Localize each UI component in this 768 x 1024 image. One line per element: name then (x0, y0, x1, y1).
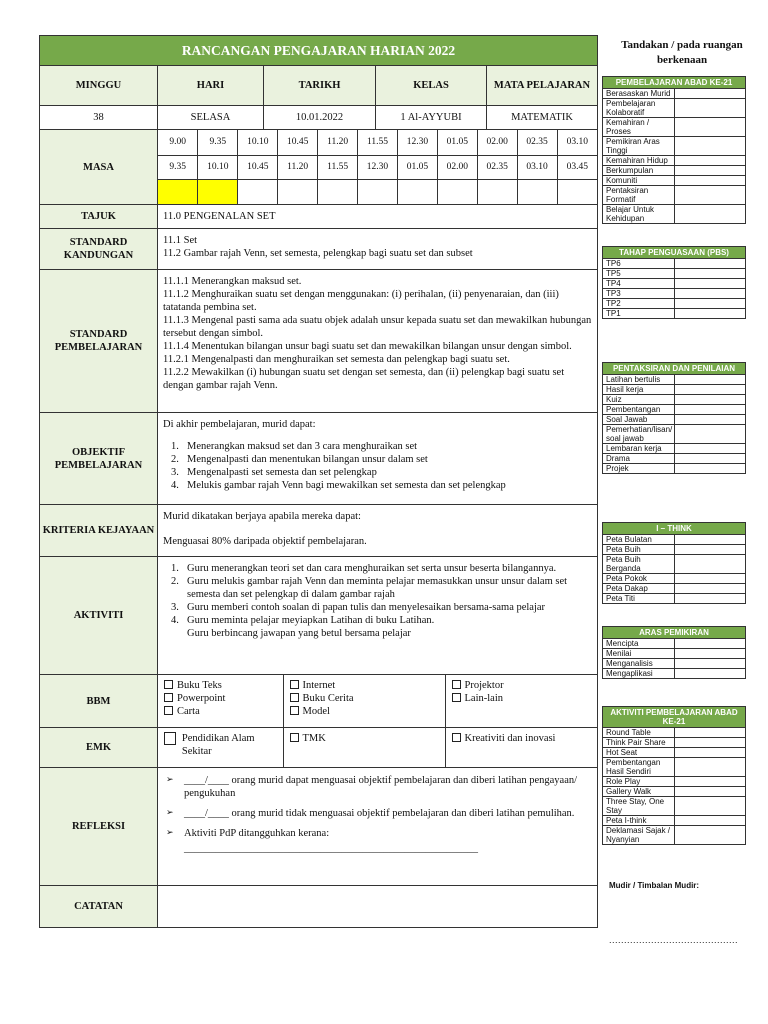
list-item: Guru berbincang jawapan yang betul bersama pelajar (187, 628, 411, 639)
pembelajaran-abad-table (602, 76, 746, 224)
side-instruction: Tandakan / pada ruangan berkenaan (621, 39, 743, 66)
objektif-label: OBJEKTIF PEMBELAJARAN (40, 413, 158, 505)
checkbox-icon[interactable] (452, 680, 461, 689)
checklist-label: Lembaran kerja (603, 444, 675, 454)
checklist-label: Menganalisis (603, 659, 675, 669)
masa-end-time: 9.35 (158, 155, 198, 179)
checklist-tick-box[interactable] (674, 415, 746, 425)
checkbox-buku-cerita[interactable]: Buku Cerita (290, 692, 439, 705)
section-header: TAHAP PENGUASAAN (PBS) (603, 247, 746, 259)
masa-end-time: 03.45 (557, 155, 597, 179)
checklist-label: Round Table (603, 728, 675, 738)
sp-line: 11.2.2 Mewakilkan (i) hubungan suatu set dengan set semesta, dan (ii) pelengkap bagi suatu set dengan gambar rajah Venn. (163, 367, 565, 391)
checkbox-lain-lain[interactable]: Lain-lain (452, 692, 592, 705)
masa-slot-marker[interactable] (278, 179, 318, 204)
checkbox-icon[interactable] (164, 732, 176, 745)
section-header: AKTIVITI PEMBELAJARAN ABAD KE-21 (603, 707, 746, 728)
masa-mark-row (158, 179, 597, 204)
kelas-header: KELAS (376, 66, 487, 106)
checklist-row (603, 385, 746, 395)
checklist-row (603, 639, 746, 649)
checklist-row (603, 535, 746, 545)
checklist-row (603, 118, 746, 137)
checkbox-projektor[interactable]: Projektor (452, 679, 592, 692)
checklist-tick-box[interactable] (674, 186, 746, 205)
emk-grid (158, 728, 597, 767)
checklist-row (603, 444, 746, 454)
checklist-row (603, 574, 746, 584)
kriteria-label: KRITERIA KEJAYAAN (40, 505, 158, 557)
checklist-label: Pembentangan (603, 405, 675, 415)
checklist-row (603, 375, 746, 385)
checkbox-icon[interactable] (452, 693, 461, 702)
checklist-tick-box[interactable] (674, 259, 746, 269)
section-header: PENTAKSIRAN DAN PENILAIAN (603, 363, 746, 375)
checklist-tick-box[interactable] (674, 738, 746, 748)
checklist-tick-box[interactable] (674, 649, 746, 659)
masa-start-time: 01.05 (437, 130, 477, 155)
checklist-tick-box[interactable] (674, 99, 746, 118)
emk-item-kreativiti[interactable]: Kreativiti dan inovasi (445, 728, 597, 767)
checklist-label: Think Pair Share (603, 738, 675, 748)
checklist-row (603, 186, 746, 205)
checklist-label: Peta Buih (603, 545, 675, 555)
arrow-bullet-icon: ➢ (166, 828, 174, 838)
checklist-row (603, 259, 746, 269)
mata-pelajaran-value[interactable]: MATEMATIK (487, 106, 598, 130)
checklist-tick-box[interactable] (674, 826, 746, 845)
bbm-content (158, 675, 598, 728)
arrow-bullet-icon: ➢ (166, 808, 174, 818)
checklist-tick-box[interactable] (674, 89, 746, 99)
hari-value[interactable]: SELASA (158, 106, 264, 130)
arrow-bullet-icon: ➢ (166, 775, 174, 785)
sp-line: 11.1.3 Mengenal pasti sama ada suatu objek adalah unsur kepada suatu set dan mewakilkan hubungan tersebut dengan simbol. (163, 315, 592, 339)
checklist-label: Berasaskan Murid (603, 89, 675, 99)
list-item: 1. Menerangkan maksud set dan 3 cara menghuraikan set (171, 441, 418, 452)
catatan-field[interactable] (158, 886, 598, 928)
checklist-row (603, 748, 746, 758)
checklist-row (603, 728, 746, 738)
emk-label: EMK (40, 728, 158, 768)
mata-pelajaran-header: MATA PELAJARAN (487, 66, 598, 106)
checklist-label: TP3 (603, 289, 675, 299)
masa-start-time: 02.35 (517, 130, 557, 155)
checklist-tick-box[interactable] (674, 594, 746, 604)
kriteria-content[interactable] (158, 505, 598, 557)
checklist-row (603, 649, 746, 659)
checklist-row (603, 555, 746, 574)
checklist-tick-box[interactable] (674, 375, 746, 385)
checklist-row (603, 425, 746, 444)
masa-slot-marker[interactable] (557, 179, 597, 204)
checkbox-icon[interactable] (290, 693, 299, 702)
masa-start-time: 02.00 (477, 130, 517, 155)
aktiviti-label: AKTIVITI (40, 557, 158, 675)
checklist-tick-box[interactable] (674, 535, 746, 545)
objektif-intro: Di akhir pembelajaran, murid dapat: (163, 419, 316, 430)
signature-line[interactable]: ........................................... (609, 935, 739, 945)
checklist-tick-box[interactable] (674, 797, 746, 816)
checklist-tick-box[interactable] (674, 816, 746, 826)
list-item: 4. Melukis gambar rajah Venn bagi mewakilkan set semesta dan set pelengkap (171, 480, 506, 491)
masa-start-time: 03.10 (557, 130, 597, 155)
checklist-label: Peta Titi (603, 594, 675, 604)
checklist-tick-box[interactable] (674, 574, 746, 584)
checklist-row (603, 659, 746, 669)
checklist-label: Latihan bertulis (603, 375, 675, 385)
tarikh-value[interactable]: 10.01.2022 (264, 106, 376, 130)
checklist-tick-box[interactable] (674, 269, 746, 279)
checklist-tick-box[interactable] (674, 758, 746, 777)
sp-line: 11.1.1 Menerangkan maksud set. (163, 276, 302, 287)
catatan-label: CATATAN (40, 886, 158, 928)
checklist-tick-box[interactable] (674, 659, 746, 669)
checklist-label: Pembelajaran Kolaboratif (603, 99, 675, 118)
checklist-label: Peta Buih Berganda (603, 555, 675, 574)
checklist-tick-box[interactable] (674, 156, 746, 166)
masa-end-time: 10.10 (198, 155, 238, 179)
list-item: 4. Guru meminta pelajar meyiapkan Latihan di buku Latihan. (171, 615, 435, 626)
checklist-tick-box[interactable] (674, 454, 746, 464)
standard-kandungan-content[interactable] (158, 229, 598, 270)
refleksi-item: ➢ ____/____ orang murid tidak menguasai objektif pembelajaran dan diberi latihan pemulihan. (166, 808, 575, 819)
checklist-label: Kemahiran Hidup (603, 156, 675, 166)
aktiviti-content[interactable] (158, 557, 598, 675)
checkbox-model[interactable]: Model (290, 705, 439, 718)
bbm-col-3 (445, 675, 597, 727)
standard-kandungan-label: STANDARD KANDUNGAN (40, 229, 158, 270)
checklist-label: Peta Dakap (603, 584, 675, 594)
checklist-row (603, 289, 746, 299)
checklist-row (603, 299, 746, 309)
masa-slot-marker[interactable] (198, 179, 238, 204)
hari-header: HARI (158, 66, 264, 106)
checklist-tick-box[interactable] (674, 289, 746, 299)
checklist-row (603, 279, 746, 289)
checklist-row (603, 205, 746, 224)
minggu-value[interactable]: 38 (40, 106, 158, 130)
section-header: ARAS PEMIKIRAN (603, 627, 746, 639)
checklist-row (603, 99, 746, 118)
bbm-grid (158, 675, 597, 727)
bbm-col-2 (283, 675, 445, 727)
checklist-label: TP1 (603, 309, 675, 319)
tarikh-header: TARIKH (264, 66, 376, 106)
checklist-label: Kuiz (603, 395, 675, 405)
checklist-tick-box[interactable] (674, 205, 746, 224)
masa-start-time: 9.00 (158, 130, 198, 155)
masa-start-time: 10.45 (278, 130, 318, 155)
masa-end-time: 11.55 (318, 155, 358, 179)
checklist-tick-box[interactable] (674, 299, 746, 309)
list-item: 2. Mengenalpasti dan menentukan bilangan unsur dalam set (171, 454, 428, 465)
checklist-tick-box[interactable] (674, 166, 746, 176)
masa-end-time: 01.05 (397, 155, 437, 179)
refleksi-item: ➢ ____/____ orang murid dapat menguasai objektif pembelajaran dan diberi latihan pengayaan/ pengukuhan (166, 775, 578, 799)
checkbox-icon[interactable] (290, 680, 299, 689)
checkbox-icon[interactable] (452, 733, 461, 742)
kelas-value[interactable]: 1 Al-AYYUBI (376, 106, 487, 130)
checklist-row (603, 405, 746, 415)
checklist-label: Soal Jawab (603, 415, 675, 425)
refleksi-blank-line[interactable]: ________________________________________________________ (184, 843, 478, 854)
checklist-tick-box[interactable] (674, 464, 746, 474)
checklist-label: Mencipta (603, 639, 675, 649)
masa-grid-cell (158, 130, 598, 205)
checkbox-internet[interactable]: Internet (290, 679, 439, 692)
checklist-row (603, 156, 746, 166)
masa-slot-marker[interactable] (437, 179, 477, 204)
checklist-tick-box[interactable] (674, 385, 746, 395)
checklist-label: Berkumpulan (603, 166, 675, 176)
checklist-tick-box[interactable] (674, 395, 746, 405)
checklist-tick-box[interactable] (674, 444, 746, 454)
aktiviti-list (163, 562, 593, 640)
checklist-row (603, 816, 746, 826)
checklist-label: Pembentangan Hasil Sendiri (603, 758, 675, 777)
masa-end-time: 03.10 (517, 155, 557, 179)
checklist-tick-box[interactable] (674, 748, 746, 758)
checklist-label: TP2 (603, 299, 675, 309)
checklist-row (603, 176, 746, 186)
checklist-label: TP4 (603, 279, 675, 289)
checklist-tick-box[interactable] (674, 425, 746, 444)
list-item: 1. Guru menerangkan teori set dan cara menghuraikan set serta unsur beserta bilangannya. (171, 563, 557, 574)
checklist-tick-box[interactable] (674, 669, 746, 679)
list-item: 3. Guru memberi contoh soalan di papan tulis dan menyelesaikan bersama-sama pelajar (171, 602, 546, 613)
checklist-label: Role Play (603, 777, 675, 787)
refleksi-content[interactable] (158, 768, 598, 886)
checklist-row (603, 395, 746, 405)
bbm-col-1 (158, 675, 283, 727)
checklist-row (603, 545, 746, 555)
masa-start-time: 9.35 (198, 130, 238, 155)
standard-kandungan-line: 11.2 Gambar rajah Venn, set semesta, pelengkap bagi suatu set dan subset (163, 248, 473, 259)
checklist-label: Hot Seat (603, 748, 675, 758)
checklist-label: Three Stay, One Stay (603, 797, 675, 816)
checkbox-icon[interactable] (290, 733, 299, 742)
checklist-tick-box[interactable] (674, 545, 746, 555)
objektif-content[interactable] (158, 413, 598, 505)
checklist-label: Komuniti (603, 176, 675, 186)
standard-pembelajaran-label: STANDARD PEMBELAJARAN (40, 270, 158, 413)
checklist-label: Peta Pokok (603, 574, 675, 584)
section-header: PEMBELAJARAN ABAD KE-21 (603, 77, 746, 89)
checklist-label: TP5 (603, 269, 675, 279)
emk-content (158, 728, 598, 768)
masa-label: MASA (40, 130, 158, 205)
checkbox-icon[interactable] (164, 693, 173, 702)
checklist-label: Peta I-think (603, 816, 675, 826)
checklist-label: Peta Bulatan (603, 535, 675, 545)
standard-kandungan-line: 11.1 Set (163, 235, 198, 246)
masa-end-row (158, 155, 597, 179)
masa-end-time: 02.00 (437, 155, 477, 179)
masa-grid (158, 130, 597, 204)
checklist-tick-box[interactable] (674, 405, 746, 415)
aras-pemikiran-table (602, 626, 746, 679)
masa-start-time: 11.55 (358, 130, 398, 155)
minggu-header: MINGGU (40, 66, 158, 106)
checklist-label: TP6 (603, 259, 675, 269)
checkbox-icon[interactable] (164, 680, 173, 689)
masa-start-time: 11.20 (318, 130, 358, 155)
checklist-tick-box[interactable] (674, 555, 746, 574)
masa-slot-marker[interactable] (158, 179, 198, 204)
checklist-label: Kemahiran / Proses (603, 118, 675, 137)
checklist-tick-box[interactable] (674, 279, 746, 289)
checklist-row (603, 309, 746, 319)
checkbox-buku-teks[interactable]: Buku Teks (164, 679, 277, 692)
standard-pembelajaran-content[interactable] (158, 270, 598, 413)
masa-start-row (158, 130, 597, 155)
checklist-tick-box[interactable] (674, 309, 746, 319)
masa-slot-marker[interactable] (238, 179, 278, 204)
checklist-row (603, 787, 746, 797)
objektif-list (163, 440, 593, 492)
checklist-row (603, 454, 746, 464)
checklist-label: Pemerhatian/lisan/ soal jawab (603, 425, 675, 444)
checklist-label: Deklamasi Sajak / Nyanyian (603, 826, 675, 845)
checklist-row (603, 137, 746, 156)
checklist-row (603, 594, 746, 604)
checklist-tick-box[interactable] (674, 584, 746, 594)
emk-item-tmk[interactable]: TMK (283, 728, 445, 767)
checklist-row (603, 166, 746, 176)
checklist-label: Gallery Walk (603, 787, 675, 797)
checklist-label: Drama (603, 454, 675, 464)
checklist-row (603, 584, 746, 594)
i-think-table (602, 522, 746, 604)
checklist-row (603, 415, 746, 425)
masa-end-time: 02.35 (477, 155, 517, 179)
emk-item-pas[interactable]: Pendidikan Alam Sekitar (158, 728, 283, 767)
tahap-penguasaan-table (602, 246, 746, 319)
checklist-row (603, 89, 746, 99)
checkbox-powerpoint[interactable]: Powerpoint (164, 692, 277, 705)
sp-line: 11.1.4 Menentukan bilangan unsur bagi suatu set dan mewakilkan bilangan unsur dengan simbol. (163, 341, 572, 352)
kriteria-value: Menguasai 80% daripada objektif pembelajaran. (163, 536, 367, 547)
checklist-label: Hasil kerja (603, 385, 675, 395)
checklist-row (603, 669, 746, 679)
checklist-row (603, 464, 746, 474)
masa-end-time: 12.30 (358, 155, 398, 179)
checklist-label: Projek (603, 464, 675, 474)
checklist-row (603, 826, 746, 845)
bbm-label: BBM (40, 675, 158, 728)
sp-line: 11.2.1 Mengenalpasti dan menghuraikan set semesta dan pelengkap bagi suatu set. (163, 354, 510, 365)
checkbox-carta[interactable]: Carta (164, 705, 277, 718)
kriteria-intro: Murid dikatakan berjaya apabila mereka dapat: (163, 511, 361, 522)
masa-start-time: 10.10 (238, 130, 278, 155)
checklist-label: Mengaplikasi (603, 669, 675, 679)
mudir-label: Mudir / Timbalan Mudir: (609, 881, 700, 890)
checklist-tick-box[interactable] (674, 137, 746, 156)
checklist-label: Belajar Untuk Kehidupan (603, 205, 675, 224)
masa-start-time: 12.30 (397, 130, 437, 155)
checklist-label: Pemikiran Aras Tinggi (603, 137, 675, 156)
sp-line: 11.1.2 Menghuraikan suatu set dengan menggunakan: (i) perihalan, (ii) penyenaraian, dan (iii) tatatanda pembina set. (163, 289, 559, 313)
checklist-tick-box[interactable] (674, 728, 746, 738)
checklist-label: Menilai (603, 649, 675, 659)
refleksi-item: ➢ Aktiviti PdP ditangguhkan kerana: (166, 828, 330, 839)
tajuk-value[interactable]: 11.0 PENGENALAN SET (158, 205, 598, 229)
masa-slot-marker[interactable] (397, 179, 437, 204)
checklist-row (603, 777, 746, 787)
masa-slot-marker[interactable] (318, 179, 358, 204)
checkbox-icon[interactable] (164, 706, 173, 715)
pentaksiran-table (602, 362, 746, 474)
checklist-tick-box[interactable] (674, 777, 746, 787)
masa-slot-marker[interactable] (358, 179, 398, 204)
tajuk-label: TAJUK (40, 205, 158, 229)
masa-end-time: 11.20 (278, 155, 318, 179)
list-item: 2. Guru melukis gambar rajah Venn dan meminta pelajar memasukkan unsur unsur dalam set semesta dan set pelengkap di dalam gambar rajah (171, 576, 568, 600)
checklist-row (603, 738, 746, 748)
section-header: I – THINK (603, 523, 746, 535)
checklist-tick-box[interactable] (674, 787, 746, 797)
checklist-row (603, 797, 746, 816)
masa-slot-marker[interactable] (477, 179, 517, 204)
checklist-tick-box[interactable] (674, 639, 746, 649)
checkbox-icon[interactable] (290, 706, 299, 715)
checklist-label: Pentaksiran Formatif (603, 186, 675, 205)
list-item: 3. Mengenalpasti set semesta dan set pelengkap (171, 467, 377, 478)
lesson-plan-table (39, 35, 598, 928)
checklist-tick-box[interactable] (674, 176, 746, 186)
checklist-tick-box[interactable] (674, 118, 746, 137)
refleksi-label: REFLEKSI (40, 768, 158, 886)
masa-end-time: 10.45 (238, 155, 278, 179)
aktiviti-abad-table (602, 706, 746, 845)
checklist-row (603, 269, 746, 279)
checklist-row (603, 758, 746, 777)
masa-slot-marker[interactable] (517, 179, 557, 204)
page-title: RANCANGAN PENGAJARAN HARIAN 2022 (40, 36, 598, 66)
